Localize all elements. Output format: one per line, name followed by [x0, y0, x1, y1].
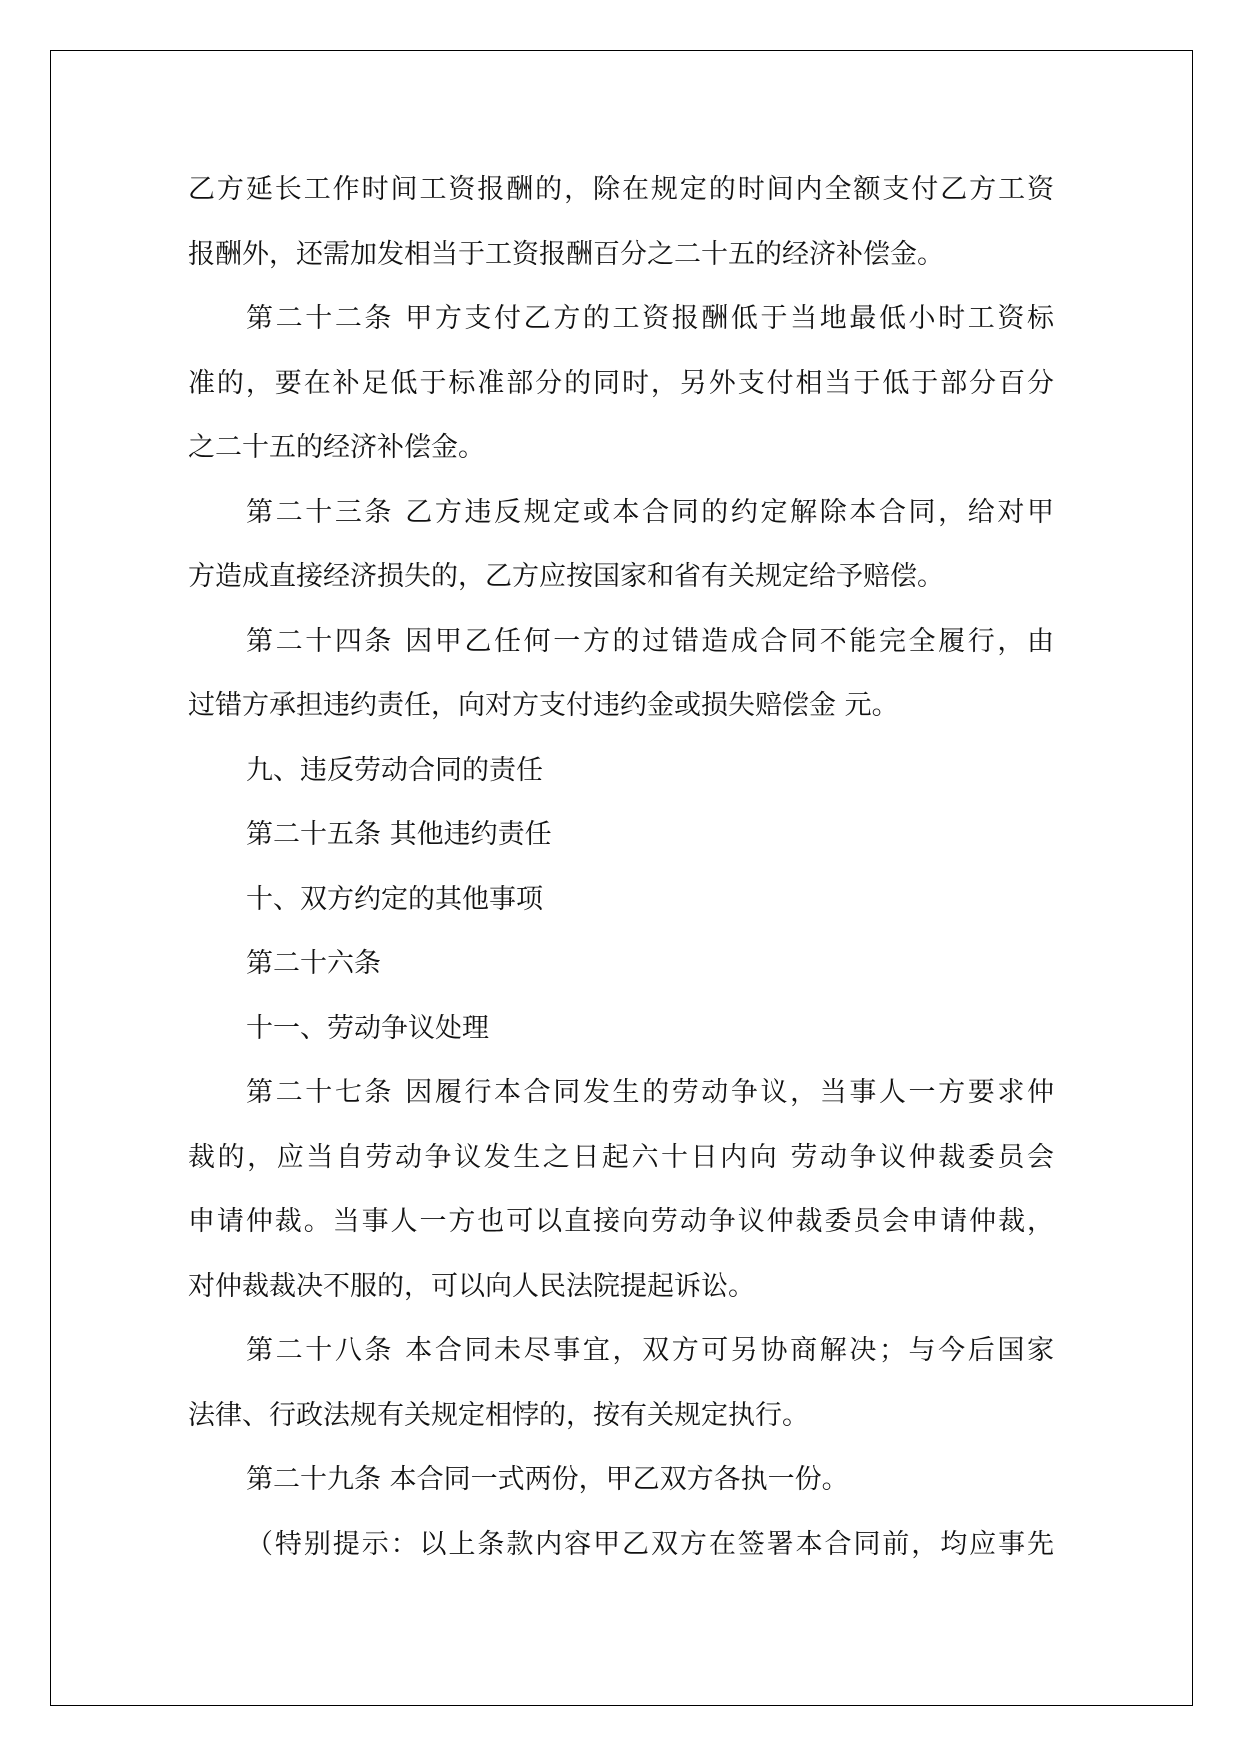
text-line: 第二十六条: [246, 948, 381, 979]
document-body: [188, 158, 1054, 1577]
text-line: 第二十七条 因履行本合同发生的劳动争议，当事人一方要求仲: [246, 1077, 1054, 1108]
section-heading: 九、违反劳动合同的责任: [246, 754, 543, 786]
text-line: 之二十五的经济补偿金。: [188, 432, 485, 463]
text-line: 乙方延长工作时间工资报酬的，除在规定的时间内全额支付乙方工资: [188, 174, 1054, 205]
text-line: 法律、行政法规有关规定相悖的，按有关规定执行。: [188, 1399, 809, 1431]
text-line: 过错方承担违约责任，向对方支付违约金或损失赔偿金 元。: [188, 690, 899, 721]
text-line: 第二十九条 本合同一式两份，甲乙双方各执一份。: [246, 1464, 849, 1495]
text-line: 第二十二条 甲方支付乙方的工资报酬低于当地最低小时工资标: [246, 303, 1054, 334]
text-line: 第二十三条 乙方违反规定或本合同的约定解除本合同，给对甲: [246, 496, 1054, 528]
text-line: 裁的，应当自劳动争议发生之日起六十日内向 劳动争议仲裁委员会: [188, 1141, 1054, 1173]
text-line: 方造成直接经济损失的，乙方应按国家和省有关规定给予赔偿。: [188, 561, 944, 592]
section-heading: 十、双方约定的其他事项: [246, 883, 543, 915]
text-line: 报酬外，还需加发相当于工资报酬百分之二十五的经济补偿金。: [188, 238, 944, 270]
text-line: 第二十五条 其他违约责任: [246, 819, 552, 850]
section-heading: 十一、劳动争议处理: [246, 1012, 489, 1044]
text-line: 第二十八条 本合同未尽事宜，双方可另协商解决；与今后国家: [246, 1335, 1054, 1366]
text-line: 第二十四条 因甲乙任何一方的过错造成合同不能完全履行，由: [246, 625, 1054, 657]
text-line: 准的，要在补足低于标准部分的同时，另外支付相当于低于部分百分: [188, 367, 1054, 399]
text-line: 对仲裁裁决不服的，可以向人民法院提起诉讼。: [188, 1270, 755, 1302]
text-line: （特别提示：以上条款内容甲乙双方在签署本合同前，均应事先: [246, 1528, 1054, 1560]
text-line: 申请仲裁。当事人一方也可以直接向劳动争议仲裁委员会申请仲裁，: [188, 1206, 1054, 1237]
